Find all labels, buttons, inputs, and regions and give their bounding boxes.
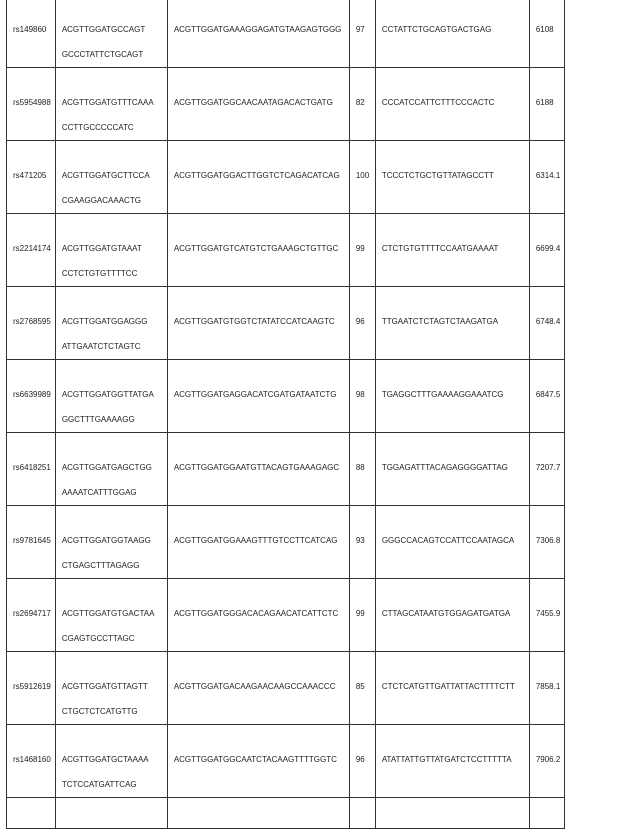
extension-primer-cell: TTGAATCTCTAGTCTAAGATGA [375,287,529,360]
primer1-line-2: GGCTTTGAAAAGG [61,415,135,424]
primer2-cell: ACGTTGGATGAGGACATCGATGATAATCTG [167,360,349,433]
mass-cell: 7858.1 [529,652,564,725]
score-cell: 88 [349,433,375,506]
table-row-partial [7,798,565,829]
extension-primer-cell: CTTAGCATAATGTGGAGATGATGA [375,579,529,652]
primer2-cell: ACGTTGGATGACAAGAACAAGCCAAACCC [167,652,349,725]
table-row [7,652,565,725]
table-row [7,725,565,798]
primer1-line-2: CCTCTGTGTTTTCC [61,269,138,278]
primer2-cell: ACGTTGGATGGGACACAGAACATCATTCTC [167,579,349,652]
table-row [7,287,565,360]
primer1-cell [55,433,167,506]
extension-primer-cell: TGGAGATTTACAGAGGGGATTAG [375,433,529,506]
primer2-cell: ACGTTGGATGGAAAGTTTGTCCTTCATCAG [167,506,349,579]
score-cell: 96 [349,725,375,798]
primer-table-body [7,0,565,829]
table-row [7,579,565,652]
primer1-line-2: CGAAGGACAAACTG [61,196,141,205]
mass-cell: 7306.8 [529,506,564,579]
primer1-line-1: ACGTTGGATGGTAAGG [61,536,151,545]
primer1-line-1: ACGTTGGATGCTAAAA [61,755,149,764]
primer2-cell: ACGTTGGATGTCATGTCTGAAAGCTGTTGC [167,214,349,287]
primer1-line-2: CTGAGCTTTAGAGG [61,561,140,570]
primer1-cell [55,652,167,725]
empty-cell [349,798,375,829]
snp-id-cell: rs471205 [7,141,56,214]
primer1-line-2: GCCCTATTCTGCAGT [61,50,144,59]
table-row [7,214,565,287]
empty-cell [375,798,529,829]
snp-id-cell: rs149860 [7,0,56,68]
primer1-cell [55,360,167,433]
primer2-cell: ACGTTGGATGGCAACAATAGACACTGATG [167,68,349,141]
score-cell: 85 [349,652,375,725]
mass-cell: 7455.9 [529,579,564,652]
snp-id-cell: rs5912619 [7,652,56,725]
score-cell: 97 [349,0,375,68]
primer1-cell [55,579,167,652]
extension-primer-cell: TCCCTCTGCTGTTATAGCCTT [375,141,529,214]
primer1-cell [55,141,167,214]
empty-cell [167,798,349,829]
primer1-line-1: ACGTTGGATGTAAAT [61,244,142,253]
mass-cell: 6188 [529,68,564,141]
snp-id-cell: rs2214174 [7,214,56,287]
mass-cell: 6699.4 [529,214,564,287]
primer1-line-2: TCTCCATGATTCAG [61,780,137,789]
primer1-line-2: AAAATCATTTGGAG [61,488,137,497]
primer1-line-1: ACGTTGGATGAGCTGG [61,463,152,472]
mass-cell: 6314.1 [529,141,564,214]
primer1-line-1: ACGTTGGATGGTTATGA [61,390,154,399]
table-row [7,141,565,214]
primer1-line-1: ACGTTGGATGCCAGT [61,25,146,34]
extension-primer-cell: GGGCCACAGTCCATTCCAATAGCA [375,506,529,579]
primer1-line-2: CTGCTCTCATGTTG [61,707,138,716]
table-row [7,433,565,506]
primer1-line-1: ACGTTGGATGGAGGG [61,317,148,326]
table-row [7,360,565,433]
snp-id-cell: rs2694717 [7,579,56,652]
score-cell: 82 [349,68,375,141]
score-cell: 96 [349,287,375,360]
table-row [7,0,565,68]
primer2-cell: ACGTTGGATGGACTTGGTCTCAGACATCAG [167,141,349,214]
primer-table [6,0,565,829]
score-cell: 100 [349,141,375,214]
empty-cell [7,798,56,829]
primer1-line-1: ACGTTGGATGTGACTAA [61,609,155,618]
score-cell: 98 [349,360,375,433]
primer1-line-1: ACGTTGGATGTTTCAAA [61,98,154,107]
primer1-line-2: CGAGTGCCTTAGC [61,634,135,643]
primer1-cell [55,0,167,68]
snp-id-cell: rs9781645 [7,506,56,579]
primer1-line-2: ATTGAATCTCTAGTC [61,342,141,351]
primer1-line-1: ACGTTGGATGTTAGTT [61,682,148,691]
extension-primer-cell: TGAGGCTTTGAAAAGGAAATCG [375,360,529,433]
mass-cell: 7906.2 [529,725,564,798]
snp-id-cell: rs6418251 [7,433,56,506]
snp-id-cell: rs6639989 [7,360,56,433]
primer1-cell [55,725,167,798]
empty-cell [55,798,167,829]
extension-primer-cell: CTCTGTGTTTTCCAATGAAAAT [375,214,529,287]
score-cell: 93 [349,506,375,579]
extension-primer-cell: ATATTATTGTTATGATCTCCTTTTTA [375,725,529,798]
primer2-cell: ACGTTGGATGGCAATCTACAAGTTTTGGTC [167,725,349,798]
primer1-line-2: CCTTGCCCCCATC [61,123,134,132]
primer1-line-1: ACGTTGGATGCTTCCA [61,171,150,180]
primer1-cell [55,214,167,287]
table-row [7,506,565,579]
primer2-cell: ACGTTGGATGTGGTCTATATCCATCAAGTC [167,287,349,360]
primer1-cell [55,506,167,579]
mass-cell: 6847.5 [529,360,564,433]
snp-id-cell: rs1468160 [7,725,56,798]
primer2-cell: ACGTTGGATGAAAGGAGATGTAAGAGTGGG [167,0,349,68]
extension-primer-cell: CCTATTCTGCAGTGACTGAG [375,0,529,68]
primer2-cell: ACGTTGGATGGAATGTTACAGTGAAAGAGC [167,433,349,506]
extension-primer-cell: CCCATCCATTCTTTCCCACTC [375,68,529,141]
mass-cell: 6108 [529,0,564,68]
score-cell: 99 [349,579,375,652]
snp-id-cell: rs2768595 [7,287,56,360]
extension-primer-cell: CTCTCATGTTGATTATTACTTTTCTT [375,652,529,725]
mass-cell: 6748.4 [529,287,564,360]
table-row [7,68,565,141]
mass-cell: 7207.7 [529,433,564,506]
empty-cell [529,798,564,829]
primer1-cell [55,287,167,360]
snp-id-cell: rs5954988 [7,68,56,141]
primer1-cell [55,68,167,141]
score-cell: 99 [349,214,375,287]
